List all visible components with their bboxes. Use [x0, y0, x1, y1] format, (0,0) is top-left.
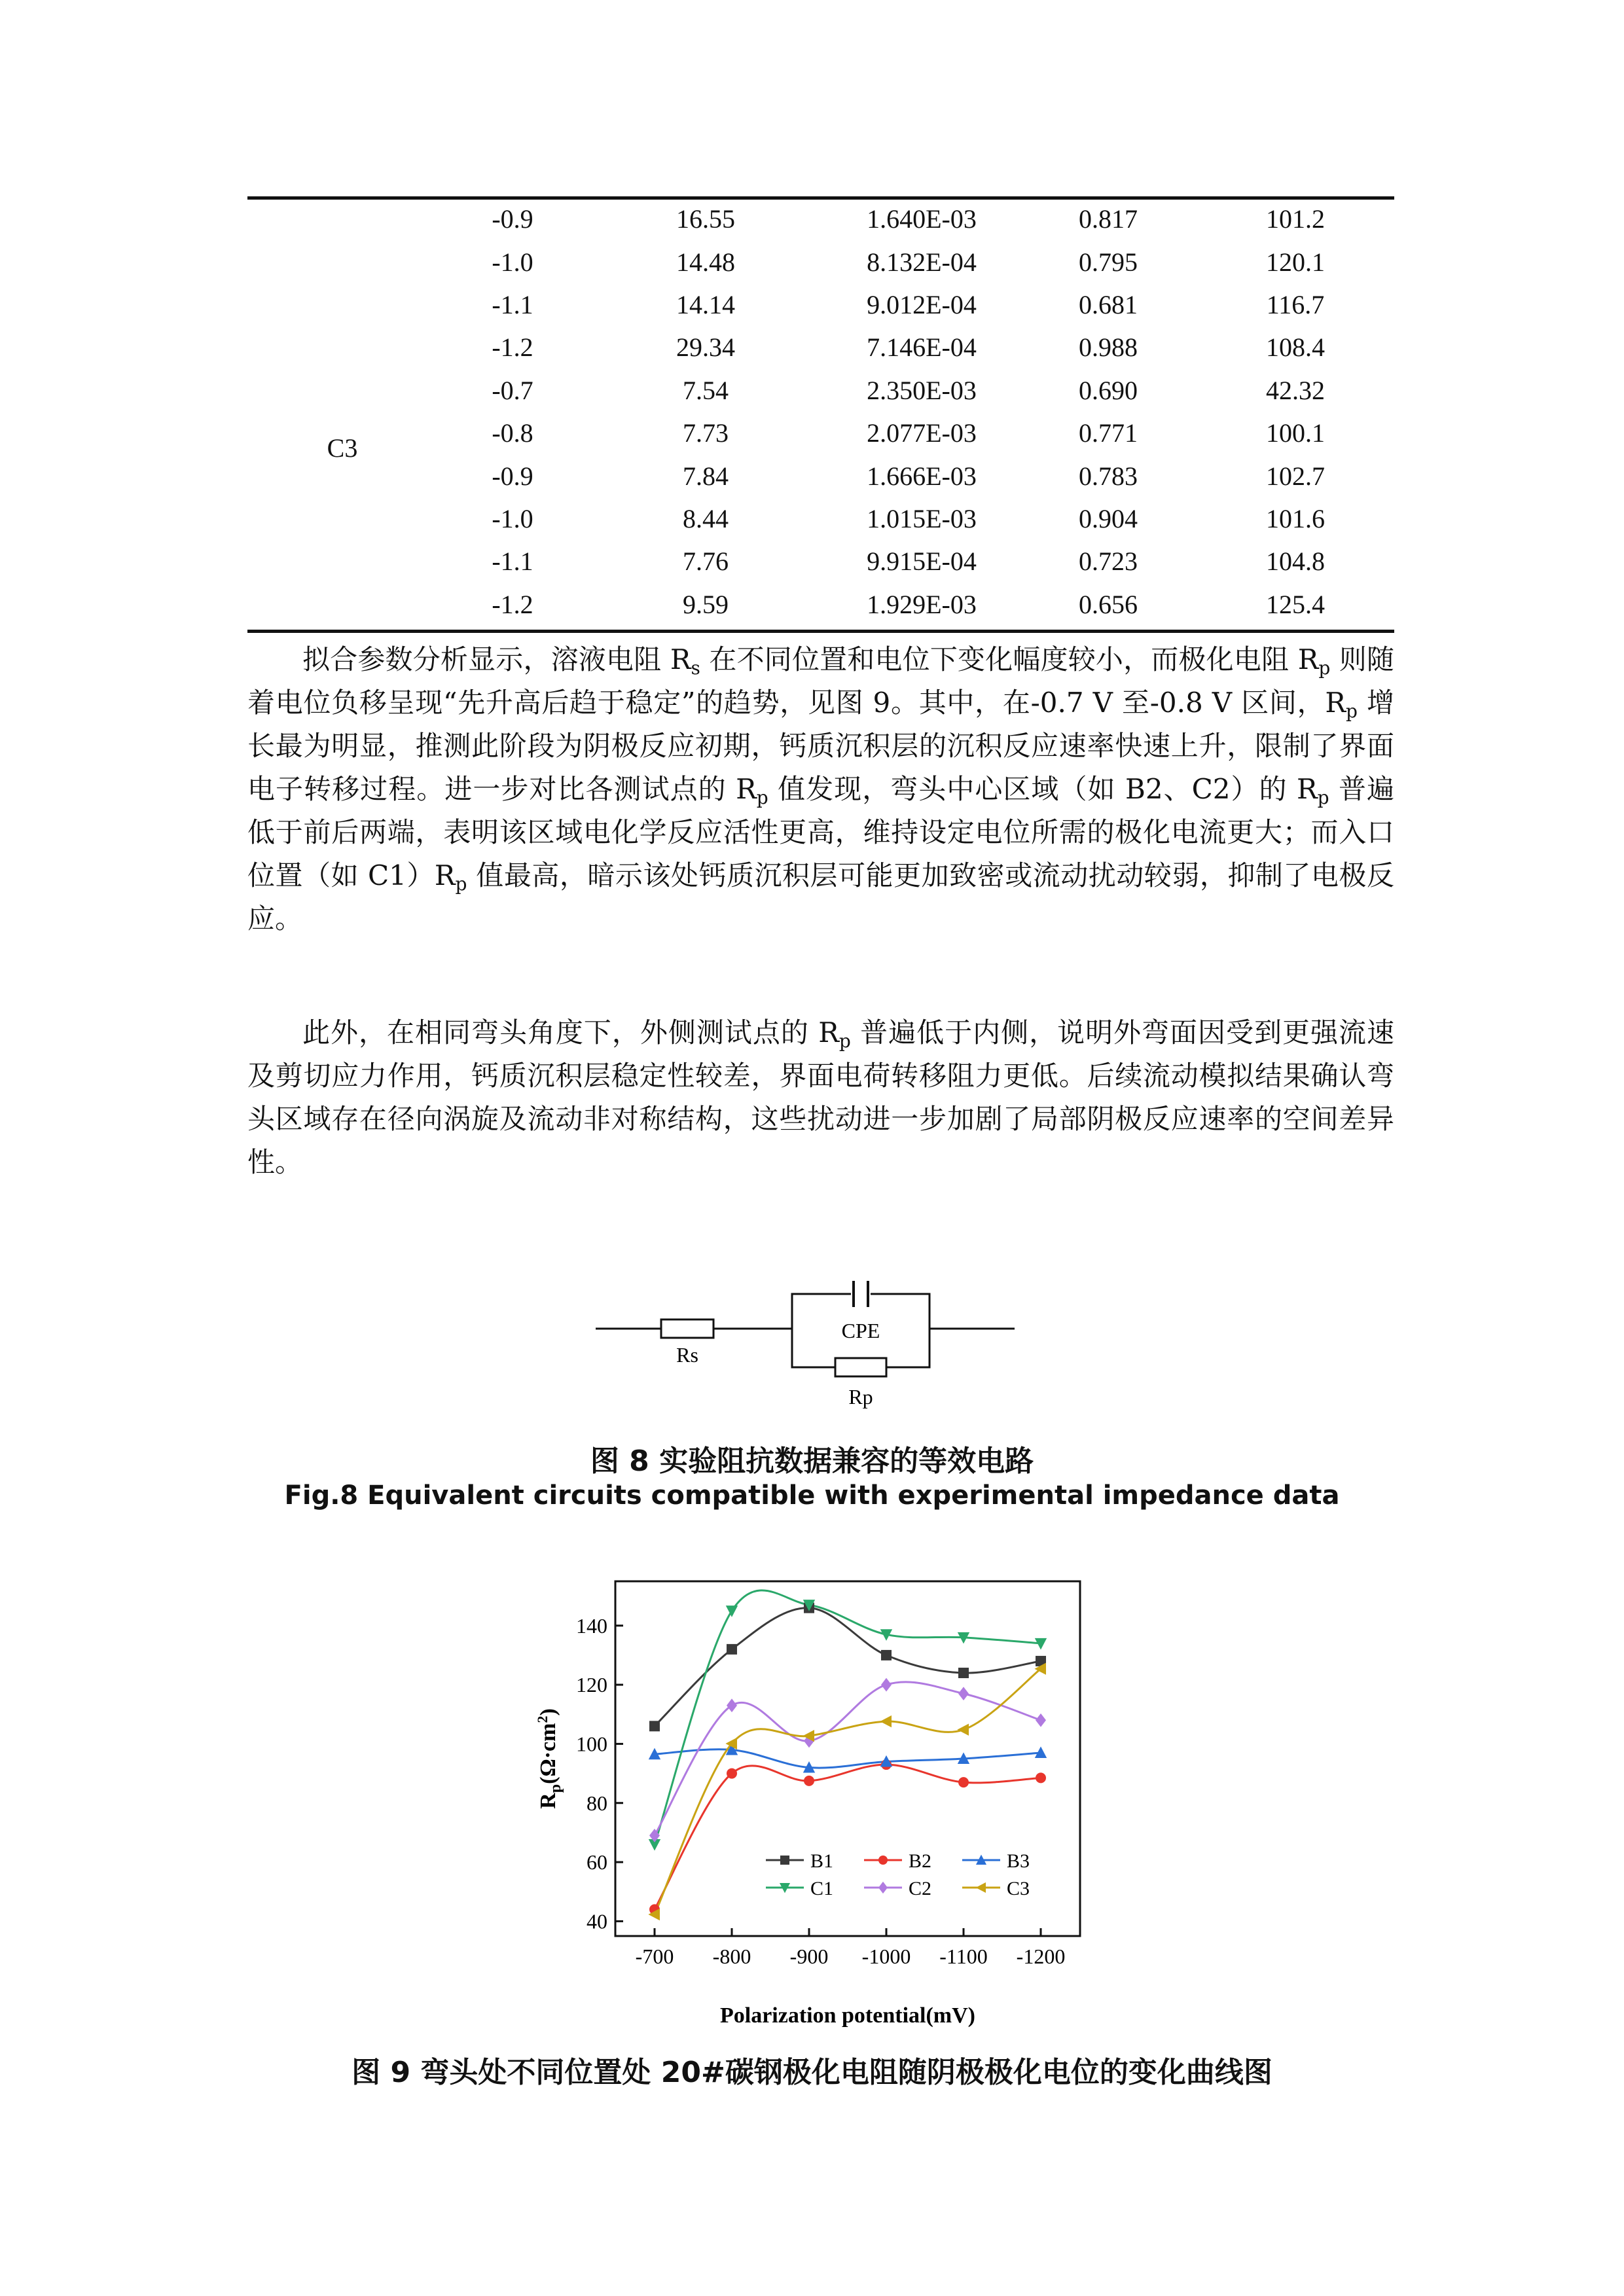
table-cell: 7.84	[683, 461, 729, 491]
table-cell: -1.1	[492, 289, 533, 319]
data-point-b1	[649, 1721, 660, 1731]
p2-text-2: 普遍低于内侧，说明外弯面因受到更强流速及剪切应力作用，钙质沉积层稳定性较差，界面电荷转移阻力更低。后续流动模拟结果确认弯头区域存在径向涡旋及流动非对称结构，这些扰动进一步加剧了局部阴极反应速率的空间差异性。	[247, 1016, 1394, 1178]
table-cell: 0.904	[1079, 503, 1138, 533]
legend-label-b2: B2	[909, 1850, 932, 1872]
p2-sub-1: p	[839, 1030, 851, 1052]
table-cell: -0.8	[492, 418, 533, 448]
p1-text-3: 则随着电位负移呈现“先升高后趋于稳定”的趋势，见图 9。其中，在-0.7 V 至-0.8 V 区间，R	[247, 643, 1394, 719]
table-cell: 104.8	[1266, 547, 1325, 577]
group-cell	[247, 326, 437, 368]
data-point-b2	[958, 1777, 969, 1787]
data-point-b2	[804, 1776, 814, 1786]
legend-label-c1: C1	[810, 1878, 834, 1899]
table-cell: 2.350E-03	[867, 375, 977, 405]
table-cell: 101.6	[1266, 503, 1325, 533]
p1-sub-1: s	[691, 657, 700, 679]
table-cell: 14.48	[676, 247, 735, 277]
table-row	[247, 454, 1394, 497]
table-cell: 0.817	[1079, 204, 1138, 234]
data-point-c2	[958, 1687, 969, 1700]
y-axis-label-close: )	[536, 1708, 560, 1716]
rs-label: Rs	[676, 1343, 698, 1367]
table-cell: 42.32	[1266, 375, 1325, 405]
x-tick-label: -900	[789, 1945, 829, 1968]
data-point-c2	[881, 1678, 892, 1692]
x-tick-label: -700	[635, 1945, 674, 1968]
table-cell: 1.015E-03	[867, 503, 977, 533]
table-cell: 100.1	[1266, 418, 1325, 448]
group-cell: C3	[327, 433, 358, 463]
table-row	[247, 540, 1394, 583]
table-cell: 14.14	[676, 289, 735, 319]
table-cell: -1.1	[492, 547, 533, 577]
table-cell: 2.077E-03	[867, 418, 977, 448]
group-cell	[247, 283, 437, 326]
data-point-c3	[957, 1724, 969, 1736]
rp-vs-potential-chart	[524, 1564, 1113, 2036]
table-cell: 116.7	[1266, 289, 1325, 319]
table-cell: 0.771	[1079, 418, 1138, 448]
x-tick-label: -800	[712, 1945, 751, 1968]
y-axis-label-sub: p	[547, 1784, 564, 1793]
cpe-label: CPE	[841, 1319, 880, 1342]
data-point-c2	[727, 1698, 737, 1712]
y-axis-label-unit: (Ω·cm	[536, 1723, 560, 1784]
legend-label-b1: B1	[810, 1850, 834, 1872]
p1-sub-2: p	[1318, 657, 1331, 679]
group-cell	[247, 540, 437, 583]
x-tick-label: -1000	[861, 1945, 911, 1968]
table-cell: 102.7	[1266, 461, 1325, 491]
legend-label-c3: C3	[1007, 1878, 1030, 1899]
table-cell: 7.54	[683, 375, 729, 405]
group-cell	[247, 240, 437, 283]
p1-text-6: 普遍低于前后两端，表明该区域电化学反应活性更高，维持设定电位所需的极化电流更大；而入口位置（如 C1）R	[247, 773, 1394, 891]
table-cell: 1.666E-03	[867, 461, 977, 491]
table-cell: 0.783	[1079, 461, 1138, 491]
data-point-c2	[1036, 1713, 1046, 1727]
p1-sub-3: p	[1345, 700, 1358, 722]
y-tick-label: 140	[576, 1613, 607, 1638]
y-axis-label-sup: 2	[534, 1715, 550, 1723]
fig8-caption-en: Fig.8 Equivalent circuits compatible with experimental impedance data	[284, 1480, 1340, 1511]
p2-text-1: 此外，在相同弯头角度下，外侧测试点的 R	[302, 1016, 839, 1049]
rp-label: Rp	[848, 1385, 873, 1408]
data-point-c1	[726, 1605, 738, 1617]
data-point-b2	[727, 1768, 737, 1779]
table-cell: 1.640E-03	[867, 204, 977, 234]
x-axis-label: Polarization potential(mV)	[720, 2003, 975, 2028]
legend-label-b3: B3	[1007, 1850, 1030, 1872]
table-cell: 7.73	[683, 418, 729, 448]
table-row	[247, 369, 1394, 412]
table-cell: 125.4	[1266, 589, 1325, 619]
p1-sub-4: p	[756, 787, 768, 808]
y-tick-label: 100	[576, 1732, 607, 1756]
group-cell	[247, 198, 437, 240]
legend-marker-c3	[976, 1882, 986, 1893]
group-cell	[247, 497, 437, 540]
group-cell	[247, 369, 437, 412]
fig8-caption-cn: 图 8 实验阻抗数据兼容的等效电路	[590, 1444, 1034, 1478]
data-point-b1	[958, 1668, 969, 1678]
paragraph-1	[247, 638, 1394, 941]
p1-text-2: 在不同位置和电位下变化幅度较小，而极化电阻 R	[700, 643, 1319, 675]
table-cell: 0.988	[1079, 332, 1138, 363]
p1-text-7: 值最高，暗示该处钙质沉积层可能更加致密或流动扰动较弱，抑制了电极反应。	[247, 859, 1394, 935]
fig9-caption-cn: 图 9 弯头处不同位置处 20#碳钢极化电阻随阴极极化电位的变化曲线图	[352, 2056, 1272, 2089]
legend-marker-b2	[878, 1856, 888, 1865]
table-cell: 120.1	[1266, 247, 1325, 277]
data-point-b2	[1036, 1772, 1046, 1783]
table-cell: -0.9	[492, 204, 533, 234]
table-cell: 9.012E-04	[867, 289, 977, 319]
series-line-c3	[655, 1669, 1041, 1914]
table-row	[247, 583, 1394, 626]
table-cell: 8.132E-04	[867, 247, 977, 277]
data-point-b1	[727, 1644, 737, 1655]
table-cell: 108.4	[1266, 332, 1325, 363]
x-tick-label: -1200	[1016, 1945, 1066, 1968]
p1-sub-5: p	[1317, 787, 1329, 808]
equivalent-circuit-diagram	[589, 1280, 1021, 1417]
table-row	[247, 198, 1394, 240]
table-bottom-rule	[247, 630, 1394, 633]
table-cell: 9.59	[683, 589, 729, 619]
y-tick-label: 40	[586, 1909, 607, 1933]
table-cell: 0.681	[1079, 289, 1138, 319]
table-cell: -1.2	[492, 589, 533, 619]
legend-marker-c2	[878, 1882, 888, 1893]
table-row	[247, 240, 1394, 283]
table-cell: 8.44	[683, 503, 729, 533]
table-cell: -1.0	[492, 503, 533, 533]
table-cell: 16.55	[676, 204, 735, 234]
table-cell: 9.915E-04	[867, 547, 977, 577]
table-cell: -1.2	[492, 332, 533, 363]
paragraph-2	[247, 1011, 1394, 1184]
table-row	[247, 283, 1394, 326]
legend-label-c2: C2	[909, 1878, 932, 1899]
rs-resistor	[661, 1319, 713, 1338]
table-cell: -0.7	[492, 375, 533, 405]
table-row	[247, 497, 1394, 540]
p1-sub-6: p	[455, 873, 467, 895]
rp-resistor	[835, 1358, 886, 1376]
p1-text-1: 拟合参数分析显示，溶液电阻 R	[302, 643, 691, 675]
series-line-b1	[655, 1608, 1041, 1727]
table-cell: 1.929E-03	[867, 589, 977, 619]
table-cell: 0.795	[1079, 247, 1138, 277]
series-line-b3	[655, 1749, 1041, 1768]
group-cell	[247, 583, 437, 626]
table-cell: 29.34	[676, 332, 735, 363]
table-cell: 0.723	[1079, 547, 1138, 577]
y-tick-label: 120	[576, 1673, 607, 1697]
table-cell: -1.0	[492, 247, 533, 277]
y-tick-label: 60	[586, 1850, 607, 1874]
legend-marker-b1	[780, 1856, 789, 1865]
table-cell: -0.9	[492, 461, 533, 491]
series-line-c2	[655, 1682, 1041, 1836]
table-cell: 101.2	[1266, 204, 1325, 234]
data-point-c3	[880, 1715, 892, 1727]
table-cell: 7.76	[683, 547, 729, 577]
table-cell: 0.690	[1079, 375, 1138, 405]
table-cell: 7.146E-04	[867, 332, 977, 363]
y-tick-label: 80	[586, 1791, 607, 1815]
p1-text-4: 增长最为明显，推测此阶段为阴极反应初期，钙质沉积层的沉积反应速率快速上升，限制了界面电子转移过程。进一步对比各测试点的 R	[247, 687, 1394, 805]
p1-text-5: 值发现，弯头中心区域（如 B2、C2）的 R	[768, 773, 1318, 805]
fit-parameter-table	[247, 198, 1394, 626]
x-tick-label: -1100	[939, 1945, 988, 1968]
table-cell: 0.656	[1079, 589, 1138, 619]
table-row	[247, 326, 1394, 368]
y-axis-label: $R_p(\Omega\cdot cm^2)$	[534, 1708, 564, 1809]
data-point-b1	[881, 1650, 892, 1660]
